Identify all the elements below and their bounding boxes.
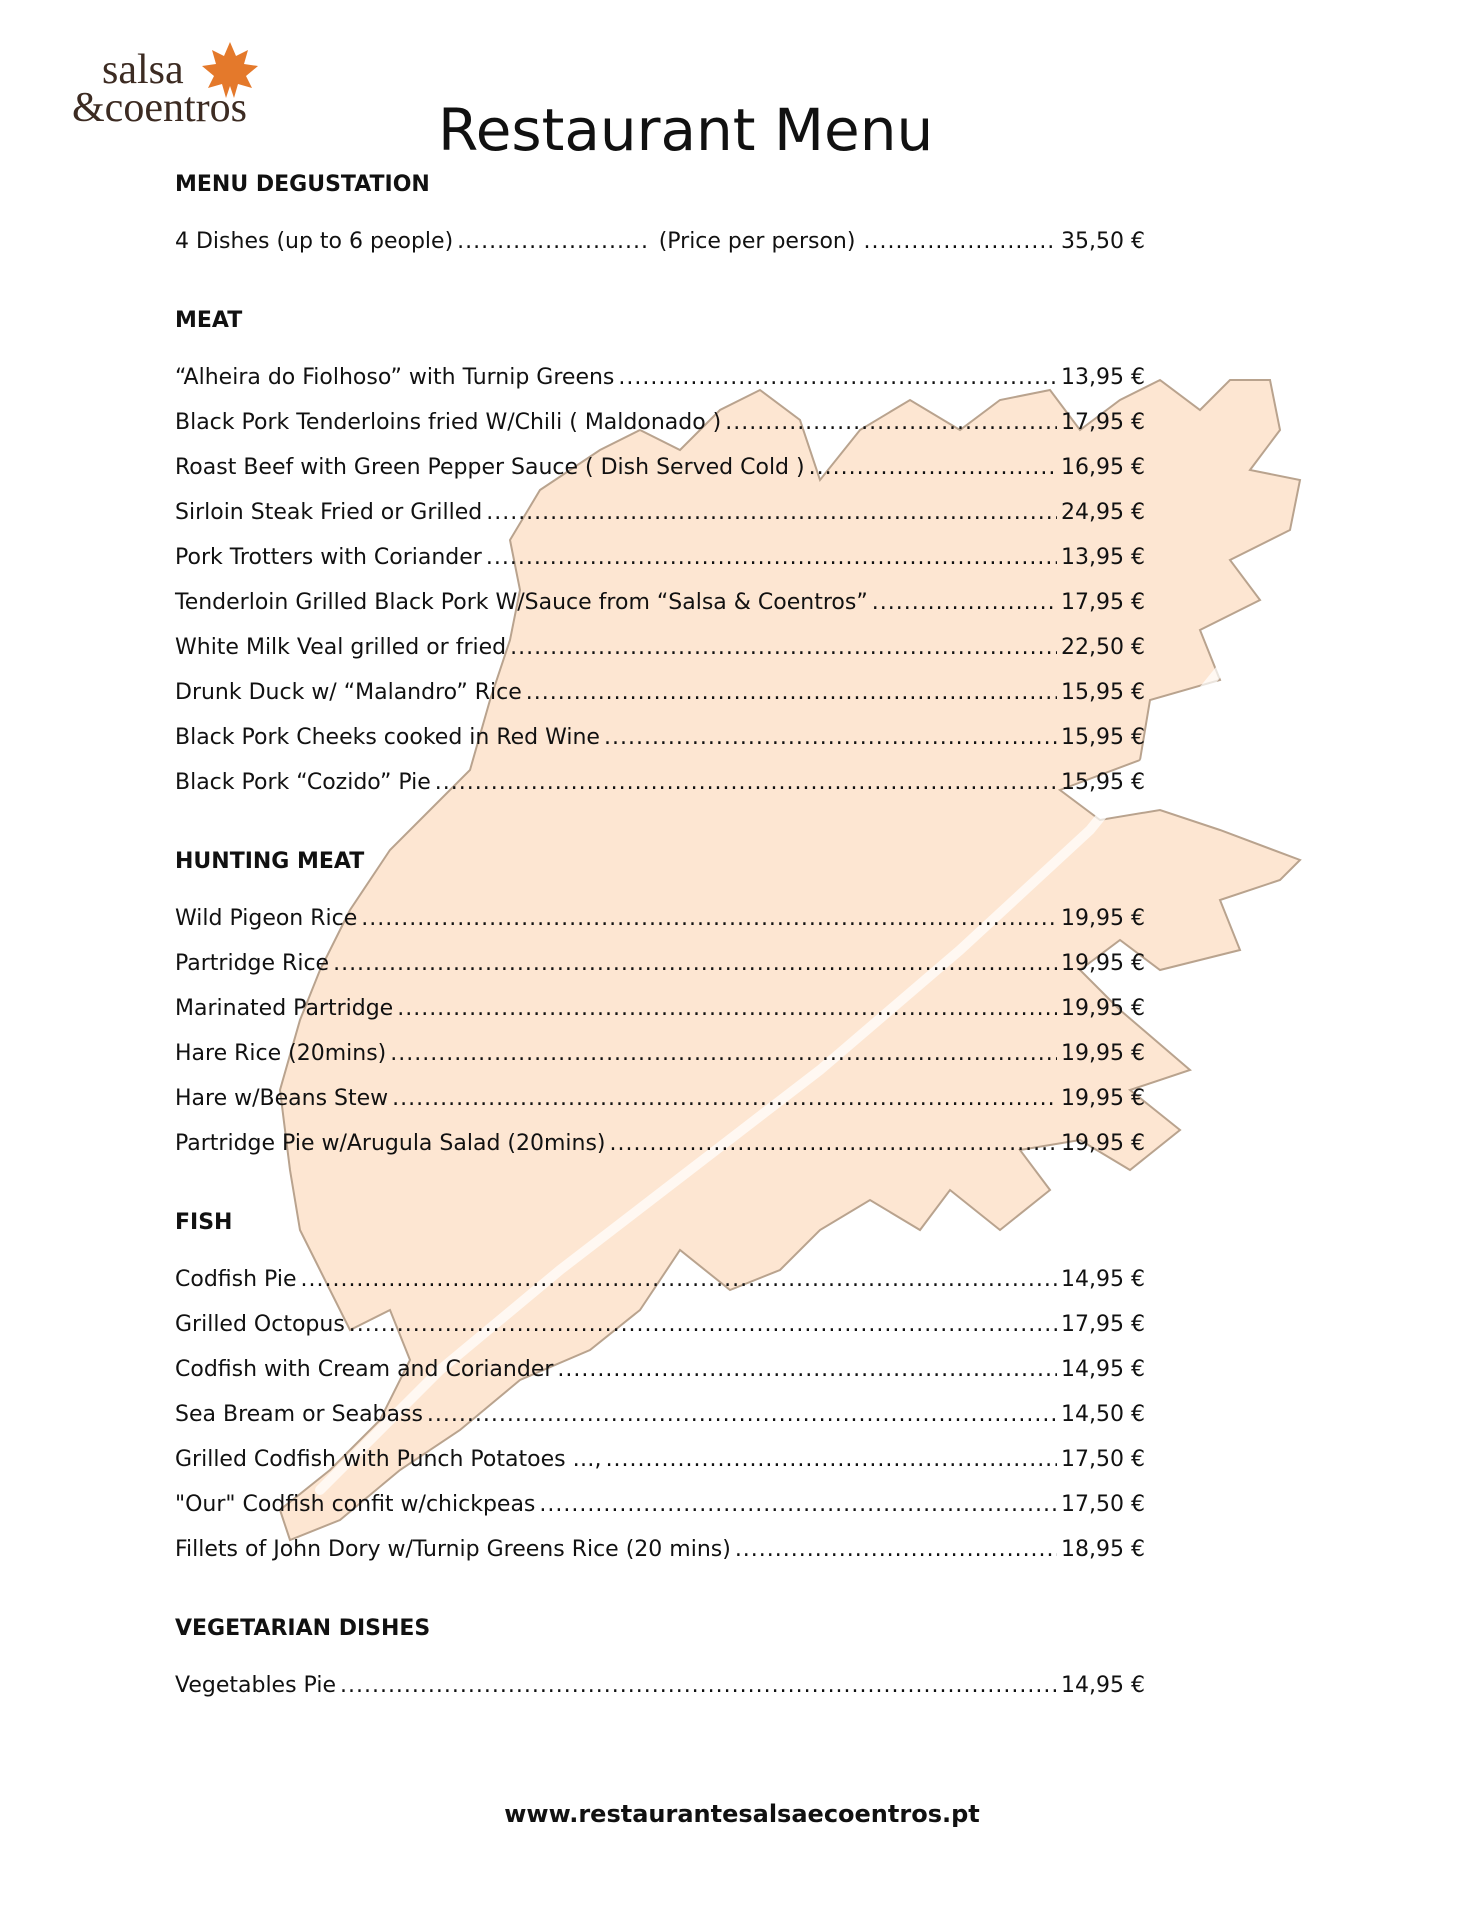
menu-item-name: Marinated Partridge [175, 996, 394, 1021]
menu-item [175, 1302, 1145, 1347]
menu-item [175, 490, 1145, 535]
menu-item-price: 15,95 € [1061, 680, 1145, 705]
menu-item-price: 15,95 € [1061, 725, 1145, 750]
dot-leader [863, 219, 1057, 264]
menu-item-price: 13,95 € [1061, 545, 1145, 570]
menu-item [175, 445, 1145, 490]
menu-item [175, 986, 1145, 1031]
menu-item-name: Tenderloin Grilled Black Pork W/Sauce from “Salsa & Coentros” [175, 590, 868, 615]
menu-item [175, 1527, 1145, 1572]
menu-item [175, 1121, 1145, 1166]
dot-leader [606, 1437, 1057, 1482]
menu-item-name: Sirloin Steak Fried or Grilled [175, 500, 483, 525]
menu-item-price: 19,95 € [1061, 996, 1145, 1021]
menu-item-note: (Price per person) [658, 229, 856, 254]
menu-item-name: Grilled Codfish with Punch Potatoes …, [175, 1447, 602, 1472]
dot-leader [872, 580, 1057, 625]
dot-leader [725, 400, 1057, 445]
dot-leader [390, 1031, 1057, 1076]
section-title: HUNTING MEAT [175, 849, 365, 874]
dot-leader [340, 1663, 1057, 1708]
menu-item-name: Codfish with Cream and Coriander [175, 1357, 554, 1382]
menu-item [175, 400, 1145, 445]
menu-item-name: Hare w/Beans Stew [175, 1086, 389, 1111]
menu-item [175, 715, 1145, 760]
menu-item-price: 14,95 € [1061, 1267, 1145, 1292]
dot-leader [539, 1482, 1057, 1527]
section-title: FISH [175, 1210, 233, 1235]
menu-item-price: 14,50 € [1061, 1402, 1145, 1427]
section-title: VEGETARIAN DISHES [175, 1616, 431, 1641]
menu-item [175, 670, 1145, 715]
menu-item [175, 219, 1145, 264]
menu-item-name: “Alheira do Fiolhoso” with Turnip Greens [175, 365, 615, 390]
menu-item-price: 18,95 € [1061, 1537, 1145, 1562]
website-footer: www.restaurantesalsaecoentros.pt [504, 1800, 980, 1828]
dot-leader [457, 219, 651, 264]
menu-item-name: Pork Trotters with Coriander [175, 545, 482, 570]
menu-item-name: Partridge Pie w/Arugula Salad (20mins) [175, 1131, 606, 1156]
section-title: MEAT [175, 308, 243, 333]
menu-item-price: 17,95 € [1061, 590, 1145, 615]
menu-item-name: Sea Bream or Seabass [175, 1402, 423, 1427]
menu-item [175, 1437, 1145, 1482]
menu-item-price: 22,50 € [1061, 635, 1145, 660]
dot-leader [526, 670, 1057, 715]
logo-word-coentros [72, 84, 247, 132]
menu-item-price: 19,95 € [1061, 1041, 1145, 1066]
menu-item [175, 760, 1145, 805]
page-title: Restaurant Menu [438, 96, 934, 164]
menu-item-price: 16,95 € [1061, 455, 1145, 480]
menu-item-price: 15,95 € [1061, 770, 1145, 795]
menu-item-price: 19,95 € [1061, 906, 1145, 931]
menu-item [175, 535, 1145, 580]
menu-item [175, 941, 1145, 986]
menu-item [175, 1257, 1145, 1302]
menu-item-price: 17,50 € [1061, 1492, 1145, 1517]
menu-item-name: Black Pork Tenderloins fried W/Chili ( Maldonado ) [175, 410, 722, 435]
brand-logo [72, 42, 302, 142]
menu-item-price: 13,95 € [1061, 365, 1145, 390]
menu-item-name: Grilled Octopus [175, 1312, 345, 1337]
menu-item-name: Black Pork “Cozido” Pie [175, 770, 431, 795]
dot-leader [300, 1257, 1057, 1302]
dot-leader [486, 535, 1057, 580]
menu-item [175, 1347, 1145, 1392]
menu-item [175, 355, 1145, 400]
menu-item-name: Wild Pigeon Rice [175, 906, 358, 931]
dot-leader [809, 445, 1057, 490]
dot-leader [604, 715, 1057, 760]
menu-item-name: White Milk Veal grilled or fried [175, 635, 507, 660]
menu-item [175, 580, 1145, 625]
menu-item-name: Drunk Duck w/ “Malandro” Rice [175, 680, 522, 705]
dot-leader [361, 896, 1057, 941]
menu-item [175, 1031, 1145, 1076]
menu-item-price: 14,95 € [1061, 1357, 1145, 1382]
dot-leader [392, 1076, 1057, 1121]
menu-item-price: 24,95 € [1061, 500, 1145, 525]
menu-item-name: Vegetables Pie [175, 1673, 336, 1698]
menu-item-name: Partridge Rice [175, 951, 330, 976]
logo-word-coentros-text: coentros [104, 85, 247, 131]
dot-leader [618, 355, 1057, 400]
menu-item [175, 1482, 1145, 1527]
menu-item-price: 17,95 € [1061, 1312, 1145, 1337]
logo-ampersand: & [72, 85, 105, 131]
menu-item-name: Fillets of John Dory w/Turnip Greens Rice (20 mins) [175, 1537, 731, 1562]
dot-leader [435, 760, 1057, 805]
menu-item-price: 17,95 € [1061, 410, 1145, 435]
menu-item-price: 19,95 € [1061, 1131, 1145, 1156]
dot-leader [510, 625, 1057, 670]
dot-leader [557, 1347, 1057, 1392]
menu-item-price: 35,50 € [1061, 229, 1145, 254]
dot-leader [427, 1392, 1057, 1437]
dot-leader [610, 1121, 1058, 1166]
menu-item-name: 4 Dishes (up to 6 people) [175, 229, 454, 254]
menu-item-name: Hare Rice (20mins) [175, 1041, 387, 1066]
dot-leader [735, 1527, 1057, 1572]
menu-item [175, 1392, 1145, 1437]
menu-item [175, 625, 1145, 670]
logo-word-salsa: salsa [102, 47, 184, 93]
dot-leader [486, 490, 1057, 535]
menu-item-name: Black Pork Cheeks cooked in Red Wine [175, 725, 600, 750]
menu-list [175, 172, 1145, 1708]
dot-leader [333, 941, 1057, 986]
menu-item-price: 14,95 € [1061, 1673, 1145, 1698]
menu-item [175, 1076, 1145, 1121]
menu-item-name: "Our" Codfish confit w/chickpeas [175, 1492, 536, 1517]
dot-leader [397, 986, 1057, 1031]
menu-item-name: Roast Beef with Green Pepper Sauce ( Dish Served Cold ) [175, 455, 805, 480]
menu-item-name: Codfish Pie [175, 1267, 297, 1292]
menu-item-price: 17,50 € [1061, 1447, 1145, 1472]
menu-item-price: 19,95 € [1061, 1086, 1145, 1111]
menu-item-price: 19,95 € [1061, 951, 1145, 976]
dot-leader [349, 1302, 1057, 1347]
section-title: MENU DEGUSTATION [175, 172, 430, 197]
menu-item [175, 1663, 1145, 1708]
menu-item [175, 896, 1145, 941]
